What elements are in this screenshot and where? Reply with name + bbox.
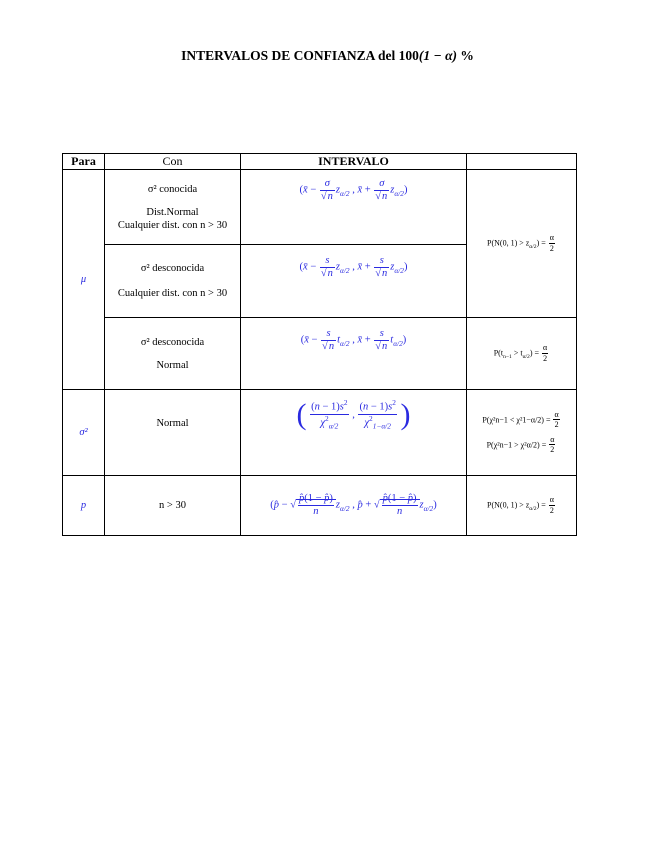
probability-note: P(χ²n−1 < χ²1−α/2) = $\frac{\alpha}{2}$ P(χ²n−1 > χ²α/2) = $\frac{\alpha}{2}$ [467,390,577,476]
condition-cell [105,245,241,318]
interval-formula: (x̄ − $\frac{s}{√n}$ $z_{\alpha/2}$ , x̄ + $\frac{s}{√n}$ $z_{\alpha/2}$) [241,245,467,318]
condition-text: σ² desconocida [140,263,205,274]
interval-formula: (x̄ − $\frac{s}{√n}$ $t_{\alpha/2}$ , x̄ + $\frac{s}{√n}$ $t_{\alpha/2}$) [241,318,467,390]
header-para: Para [63,154,105,170]
condition-cell [105,318,241,390]
condition-cell: Normal [105,390,241,476]
param-p: p [63,476,105,536]
probability-note: P(N(0, $1) > z_{\alpha/2}$) = $\frac{\alpha}{2}$ [467,170,577,318]
condition-cell: n > 30 [105,476,241,536]
chi-upper-note: P(χ²n−1 > χ²α/2) = [486,439,547,449]
condition-text: Cualquier dist. con n > 30 [117,288,228,299]
condition-text: σ² desconocida [140,336,205,348]
table-header-row [63,154,577,170]
header-intervalo: INTERVALO [241,154,467,170]
condition-text: Cualquier dist. con n > 30 [117,219,228,231]
param-sigma2: σ² [63,390,105,476]
table-row [63,318,577,390]
header-con: Con [105,154,241,170]
table-row [63,170,577,245]
condition-text: σ² conocida [147,183,198,195]
condition-text: Dist.Normal [146,206,199,218]
table-row [63,390,577,476]
param-mu: μ [63,170,105,390]
header-blank [467,154,577,170]
confidence-intervals-table [62,153,577,536]
condition-cell [105,170,241,245]
interval-formula: (x̄ − $\frac{\sigma}{√n}$ $z_{\alpha/2}$ , x̄ + $\frac{\sigma}{√n}$ $z_{\alpha/2}$) [241,170,467,245]
page-title: INTERVALOS DE CONFIANZA del 100(1 − α) % [181,48,474,63]
probability-note: P(N(0, $1) > z_{\alpha/2}$) = $\frac{\alpha}{2}$ [467,476,577,536]
interval-formula: (p̂ − √ $\frac{p̂(1 - p̂)}{n}$ $z_{\alpha/2}$ , p̂ + √ $\frac{p̂(1 - p̂)}{n}$ $z_{\alpha/2}$) [241,476,467,536]
table-row [63,476,577,536]
interval-formula: ( $\frac{(n - 1)s^2}{\chi^2_{\alpha/2}}$ , $\frac{(n - 1)s^2}{\chi^2_{1-\alpha/2}}$ ) [241,390,467,476]
probability-note: $P(t_{n-1} > t_{\alpha/2})$ = $\frac{\alpha}{2}$ [467,318,577,390]
chi-lower-note: P(χ²n−1 < χ²1−α/2) = [482,414,551,424]
condition-text: Normal [156,359,189,371]
